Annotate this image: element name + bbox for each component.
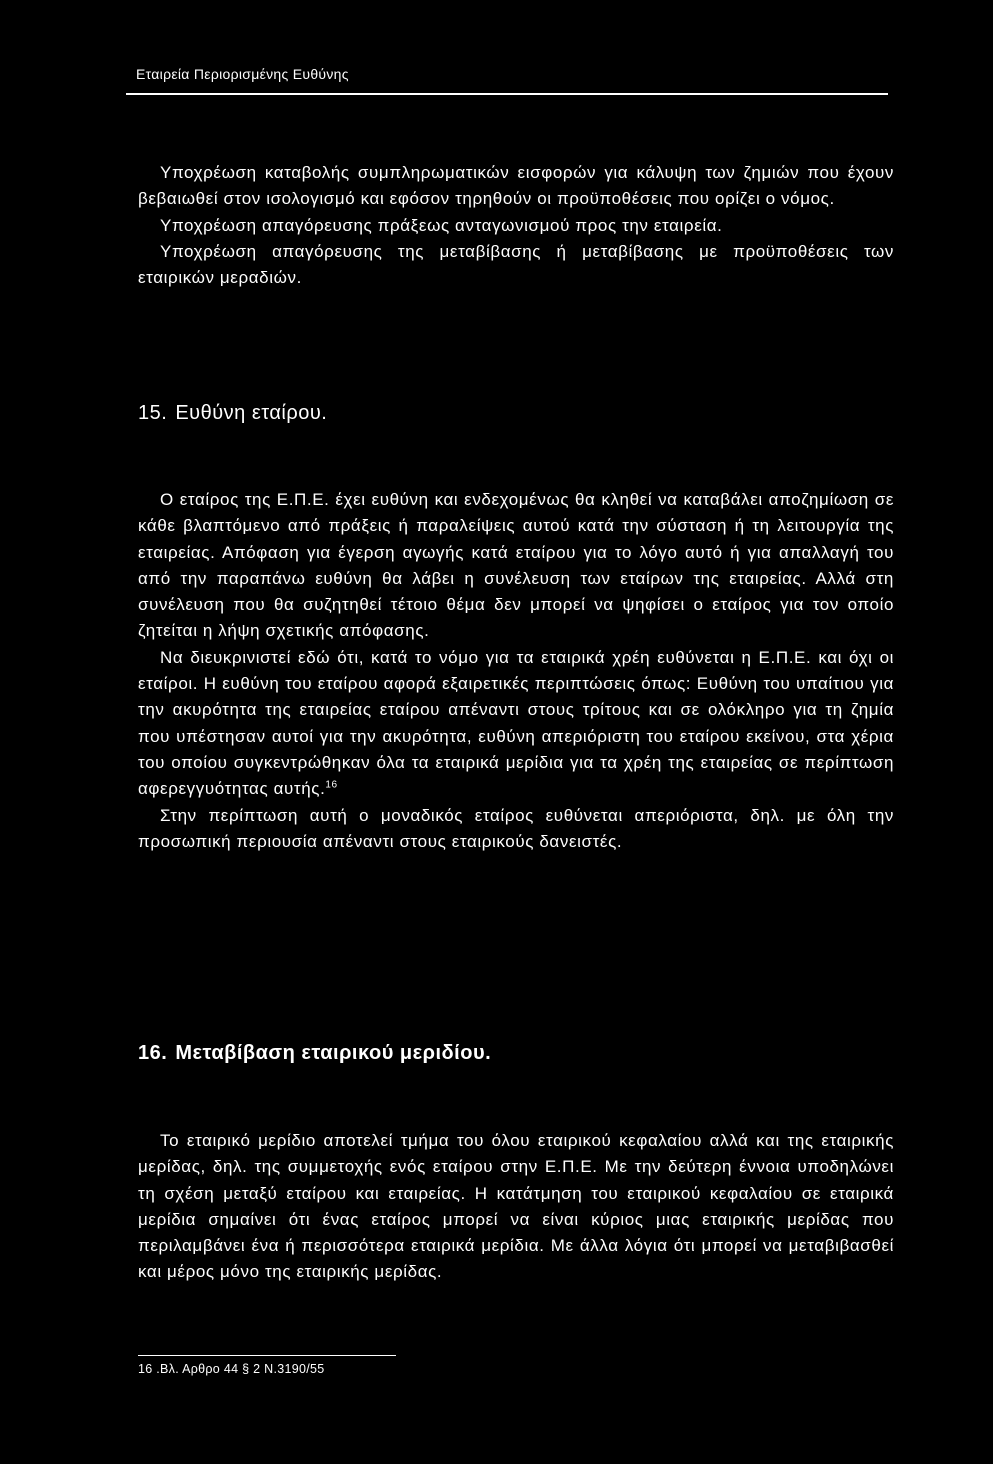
section-15-body — [138, 487, 894, 855]
section-16-heading — [138, 1042, 491, 1065]
section-15-heading — [138, 402, 327, 425]
running-header: Εταιρεία Περιορισμένης Ευθύνης — [136, 66, 349, 82]
body-paragraph — [138, 645, 894, 803]
footnote: 16 .Βλ. Αρθρο 44 § 2 Ν.3190/55 — [138, 1362, 325, 1376]
body-paragraph: Ο εταίρος της Ε.Π.Ε. έχει ευθύνη και ενδεχομένως θα κληθεί να καταβάλει αποζημίωση σε κάθε βλαπτόμενο από πράξεις ή παραλείψεις αυτού κατά την σύσταση ή τη λειτουργία της εταιρείας. Απόφαση για έγερση αγωγής κατά εταίρου για το λόγο αυτό ή για απαλλαγή του από την παραπάνω ευθύνη θα λάβει η συνέλευση των εταίρων της εταιρείας. Αλλά στη συνέλευση που θα συζητηθεί τέτοιο θέμα δεν μπορεί να ψηφίσει ο εταίρος για τον οποίο ζητείται η λήψη σχετικής απόφασης. — [138, 490, 894, 641]
section-16-title: Μεταβίβαση εταιρικού μεριδίου. — [175, 1042, 492, 1064]
header-rule — [126, 93, 888, 95]
obligation-paragraph: Υποχρέωση απαγόρευσης της μεταβίβασης ή μεταβίβασης με προϋποθέσεις των εταιρικών μεραδιών. — [138, 241, 894, 288]
obligation-paragraph: Υποχρέωση απαγόρευσης πράξεως ανταγωνισμού προς την εταιρεία. — [160, 215, 723, 235]
footnote-reference: 16 — [325, 779, 338, 791]
section-15-number: 15. — [138, 402, 168, 424]
obligation-paragraph: Υποχρέωση καταβολής συμπληρωματικών εισφορών για κάλυψη των ζημιών που έχουν βεβαιωθεί στον ισολογισμό και εφόσον τηρηθούν οι προϋποθέσεις που ορίζει ο νόμος. — [138, 163, 894, 209]
section-15-title: Ευθύνη εταίρου. — [175, 402, 328, 424]
body-paragraph: Το εταιρικό μερίδιο αποτελεί τμήμα του όλου εταιρικού κεφαλαίου αλλά και της εταιρικής μερίδας, δηλ. της συμμετοχής ενός εταίρου στην Ε.Π.Ε. Με την δεύτερη έννοια υποδηλώνει τη σχέση μεταξύ εταίρου και εταιρείας. Η κατάτμηση του εταιρικού κεφαλαίου σε εταιρικά μερίδια σημαίνει ότι ένας εταίρος μπορεί να είναι κύριος μιας εταιρικής μερίδας που περιλαμβάνει ένα ή περισσότερα εταιρικά μερίδια. Με άλλα λόγια ότι μπορεί να μεταβιβασθεί και μέρος μόνο της εταιρικής μερίδας. — [138, 1131, 894, 1282]
body-paragraph: Στην περίπτωση αυτή ο μοναδικός εταίρος ευθύνεται απεριόριστα, δηλ. με όλη την προσωπική περιουσία απέναντι στους εταιρικούς δανειστές. — [138, 805, 894, 851]
section-16-body — [138, 1128, 894, 1286]
section-16-number: 16. — [138, 1042, 168, 1064]
obligations-list — [138, 160, 894, 291]
footnote-rule — [138, 1355, 396, 1356]
body-paragraph-text: Να διευκρινιστεί εδώ ότι, κατά το νόμο για τα εταιρικά χρέη ευθύνεται η Ε.Π.Ε. και όχι οι εταίροι. Η ευθύνη του εταίρου αφορά εξαιρετικές περιπτώσεις όπως: Ευθύνη του υπαίτιου για την ακυρότητα της εταιρείας εταίρου απέναντι στους τρίτους και σε ολόκληρο για τη ζημία που υπέστησαν αυτοί για την ακυρότητα, ευθύνη απεριόριστη του εταίρου εκείνου, στα χέρια του οποίου συγκεντρώθηκαν όλα τα εταιρικά μερίδια για τα χρέη της εταιρείας σε περίπτωση αφερεγγυότητας αυτής. — [138, 647, 894, 799]
